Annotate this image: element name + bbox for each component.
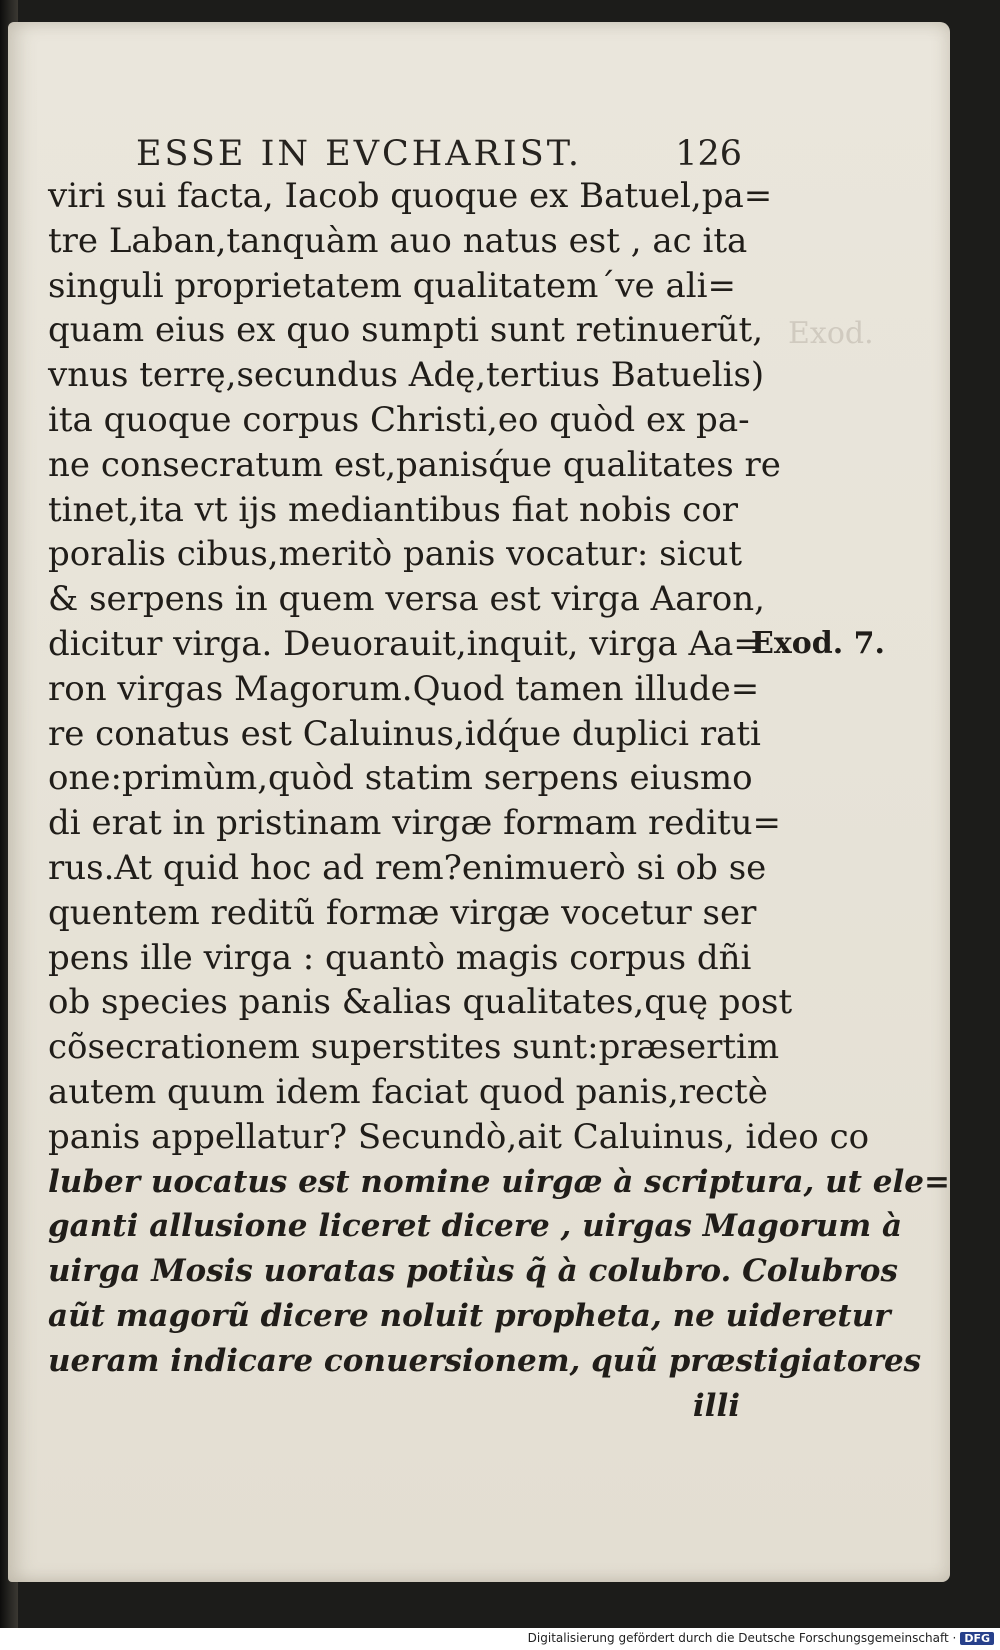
- text-line: ita quoque corpus Christi,eo quòd ex pa-: [48, 399, 750, 440]
- page-header: [136, 134, 742, 174]
- text-line: poralis cibus,meritò panis vocatur: sicut: [48, 534, 743, 575]
- text-line: ne consecratum est,panisq́ue qualitates re: [48, 444, 781, 485]
- text-line: one:primùm,quòd statim serpens eiusmo: [48, 758, 753, 799]
- italic-text-line: aũt magorũ dicere noluit propheta, ne uideretur: [48, 1297, 891, 1334]
- text-line: dicitur virga. Deuorauit,inquit, virga Aa=: [48, 623, 762, 664]
- italic-text-line: luber uocatus est nomine uirgæ à scriptura, ut ele=: [48, 1163, 950, 1200]
- dfg-logo: DFG: [960, 1632, 994, 1645]
- text-line: re conatus est Caluinus,idq́ue duplici rati: [48, 713, 761, 754]
- text-line: tre Laban,tanquàm auo natus est , ac ita: [48, 220, 748, 261]
- text-line: & serpens in quem versa est virga Aaron,: [48, 579, 765, 620]
- text-line: quentem reditũ formæ virgæ vocetur ser: [48, 892, 757, 933]
- text-line: di erat in pristinam virgæ formam reditu=: [48, 803, 782, 844]
- folio-number: 126: [675, 134, 742, 174]
- italic-text-line: uirga Mosis uoratas potiùs q̃ à colubro. Colubros: [48, 1253, 898, 1290]
- text-line: ob species panis &alias qualitates,quę post: [48, 982, 793, 1023]
- text-line: panis appellatur? Secundò,ait Caluinus, ideo co: [48, 1116, 870, 1157]
- text-line: pens ille virga : quantò magis corpus dñi: [48, 937, 752, 978]
- text-line: autem quum idem faciat quod panis,rectè: [48, 1071, 768, 1112]
- text-line: cõsecrationem superstites sunt:præsertim: [48, 1027, 780, 1068]
- text-line: singuli proprietatem qualitatem´ve ali=: [48, 265, 736, 306]
- margin-note: Exod. 7.: [751, 626, 885, 661]
- text-line: ron virgas Magorum.Quod tamen illude=: [48, 668, 760, 709]
- funding-credit-text: Digitalisierung gefördert durch die Deutsche Forschungsgemeinschaft ·: [527, 1631, 957, 1645]
- text-line: viri sui facta, Iacob quoque ex Batuel,pa=: [48, 176, 773, 216]
- italic-text-line: ueram indicare conuersionem, quũ præstigiatores: [48, 1342, 922, 1379]
- text-line: quam eius ex quo sumpti sunt retinuerũt,: [48, 310, 764, 351]
- text-line: rus.At quid hoc ad rem?enimuerò si ob se: [48, 847, 767, 888]
- footer-bar: [0, 1628, 1000, 1650]
- catchword: illi: [692, 1387, 740, 1424]
- italic-text-line: ganti allusione liceret dicere , uirgas Magorum à: [48, 1208, 903, 1245]
- book-page: [8, 22, 950, 1582]
- text-line: tinet,ita vt ijs mediantibus fiat nobis cor: [48, 489, 739, 530]
- text-line: vnus terrę,secundus Adę,tertius Batuelis): [48, 355, 765, 396]
- bleed-through-margin-mark: Exod.: [788, 316, 874, 351]
- running-head: ESSE IN EVCHARIST.: [136, 134, 583, 174]
- funding-credit: [528, 1631, 994, 1645]
